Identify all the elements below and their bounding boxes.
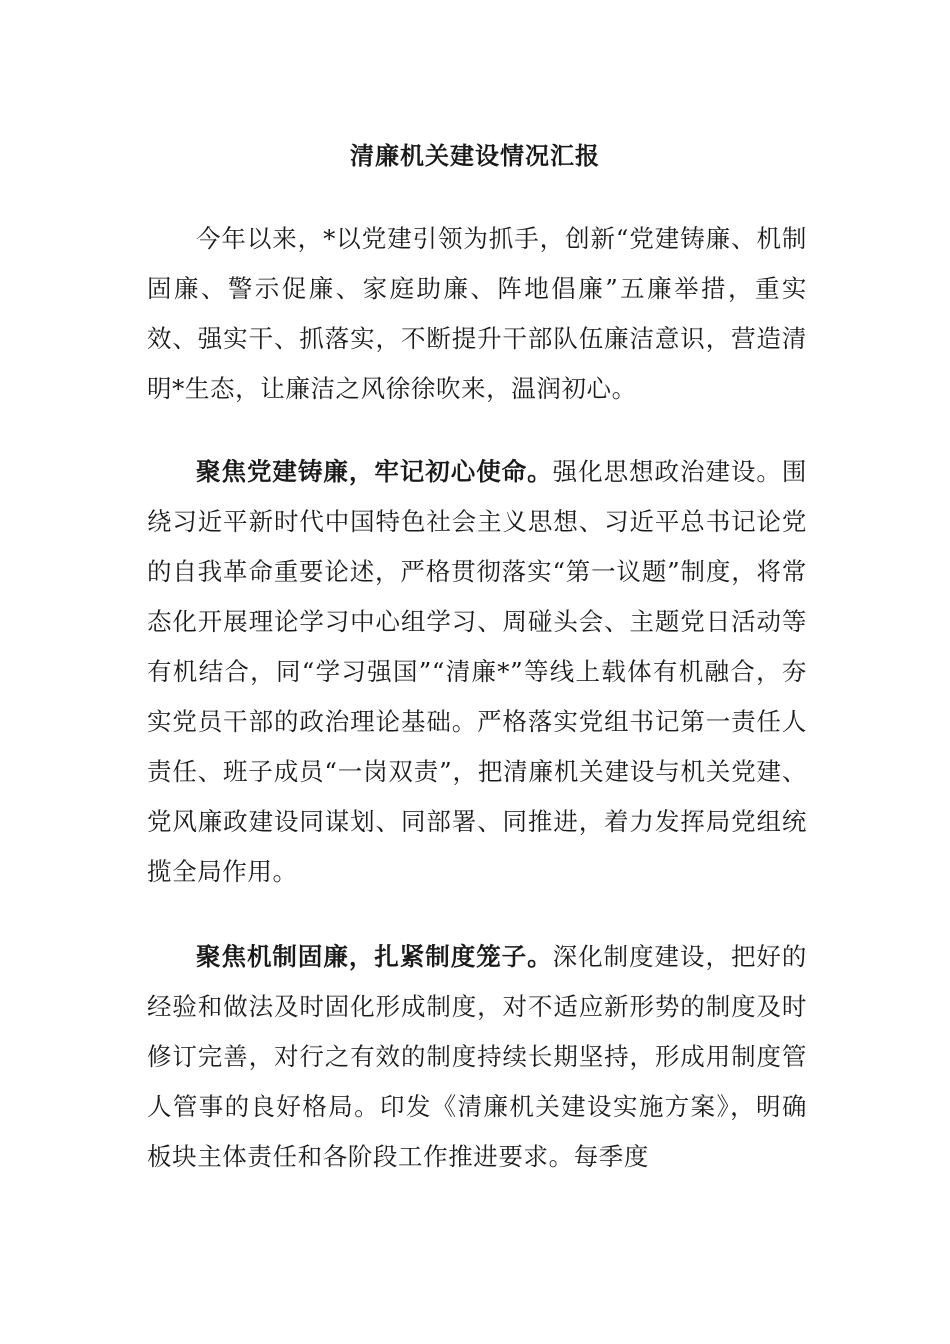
paragraph-text: 今年以来，*以党建引领为抓手，创新“党建铸廉、机制固廉、警示促廉、家庭助廉、阵地倡廉”五廉举措，重实效、强实干、抓落实，不断提升干部队伍廉洁意识，营造清明*生态，让廉洁之风徐徐吹来，温润初心。 (147, 224, 807, 403)
paragraph-text: 强化思想政治建设。围绕习近平新时代中国特色社会主义思想、习近平总书记论党的自我革命重要论述，严格贯彻落实“第一议题”制度，将常态化开展理论学习中心组学习、周碰头会、主题党日活动等有机结合，同“学习强国”“清廉*”等线上载体有机融合，夯实党员干部的政治理论基础。严格落实党组书记第一责任人责任、班子成员“一岗双责”，把清廉机关建设与机关党建、党风廉政建设同谋划、同部署、同推进，着力发挥局党组统揽全局作用。 (147, 457, 808, 886)
paragraph-mechanism (147, 932, 807, 1182)
paragraph-party-building (147, 447, 807, 897)
paragraph-text: 深化制度建设，把好的经验和做法及时固化形成制度，对不适应新形势的制度及时修订完善，对行之有效的制度持续长期坚持，形成用制度管人管事的良好格局。印发《清廉机关建设实施方案》，明确板块主体责任和各阶段工作推进要求。每季度 (147, 942, 808, 1171)
document-title: 清廉机关建设情况汇报 (350, 141, 600, 170)
paragraph-lead: 聚焦机制固廉，扎紧制度笼子。 (196, 942, 553, 971)
paragraph-intro (147, 214, 807, 414)
paragraph-lead: 聚焦党建铸廉，牢记初心使命。 (196, 457, 553, 486)
